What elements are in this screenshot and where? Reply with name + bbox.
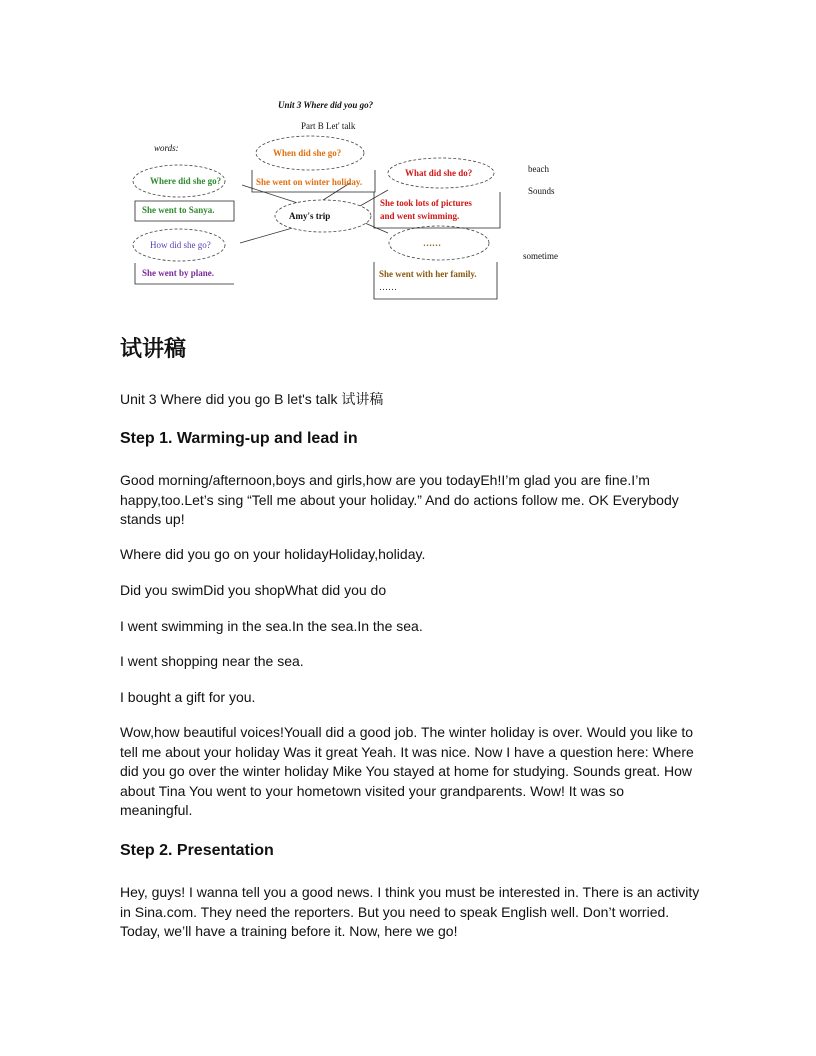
paragraph-presentation: Hey, guys! I wanna tell you a good news. I think you must be interested in. There is an activity in Sina.com. They need the reporters. But you need to speak English well. Don’t worried. Today, we’ll have a training before it. Now, here we go! — [120, 884, 700, 939]
question-dots: …… — [423, 238, 441, 248]
step2-heading: Step 2. Presentation — [120, 842, 274, 859]
paragraph-holiday-talk: Wow,how beautiful voices!Youall did a good job. The winter holiday is over. Would you like to tell me about your holiday Was it great Yeah. It was nice. Now I have a question here: Where did you go over the winter holiday Mike You stayed at home for studying. Sounds great. How about Tina You went to your hometown visited your grandparents. Wow! It was so meaningful. — [120, 724, 694, 818]
answer-with-dots: …… — [379, 282, 397, 292]
paragraph-song-line1: Where did you go on your holidayHoliday,holiday. — [120, 546, 426, 562]
answer-with-line: She went with her family. — [379, 269, 477, 279]
mind-map-diagram — [120, 95, 580, 305]
word-sounds: Sounds — [528, 186, 555, 196]
answer-where: She went to Sanya. — [142, 205, 215, 215]
step1-heading: Step 1. Warming-up and lead in — [120, 430, 358, 447]
answer-what — [380, 197, 472, 223]
diagram-subtitle: Part B Let' talk — [301, 121, 356, 131]
diagram-title: Unit 3 Where did you go? — [278, 100, 374, 110]
word-beach: beach — [528, 164, 549, 174]
question-when: When did she go? — [273, 148, 342, 158]
document-subtitle: Unit 3 Where did you go B let's talk 试讲稿 — [120, 391, 384, 407]
answer-what-line2: and went swimming. — [380, 211, 460, 221]
answer-with — [379, 268, 477, 294]
question-where: Where did she go? — [150, 176, 222, 186]
paragraph-song-line5: I bought a gift for you. — [120, 689, 256, 705]
page-title: 试讲稿 — [120, 337, 187, 362]
paragraph-song-line3: I went swimming in the sea.In the sea.In the sea. — [120, 618, 423, 634]
center-label: Amy's trip — [289, 211, 331, 221]
answer-what-line1: She took lots of pictures — [380, 198, 472, 208]
answer-how: She went by plane. — [142, 268, 215, 278]
words-label: words: — [154, 143, 179, 153]
answer-when: She went on winter holiday. — [256, 177, 363, 187]
paragraph-song-line2: Did you swimDid you shopWhat did you do — [120, 582, 387, 598]
word-sometime: sometime — [523, 251, 558, 261]
paragraph-greeting: Good morning/afternoon,boys and girls,how are you todayEh!I’m glad you are fine.I’m happy,too.Let’s sing “Tell me about your holiday.” And do actions follow me. OK Everybody stands up! — [120, 472, 679, 527]
paragraph-song-line4: I went shopping near the sea. — [120, 653, 304, 669]
question-how: How did she go? — [150, 240, 211, 250]
question-what: What did she do? — [405, 168, 473, 178]
